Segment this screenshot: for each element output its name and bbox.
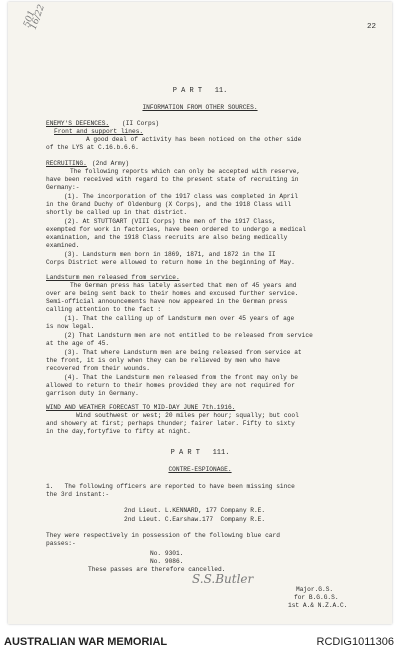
landsturm-heading: Landsturm men released from service. — [46, 274, 180, 281]
contre-line-3: They were respectively in possession of the following blue card — [46, 532, 280, 539]
enemy-defences-heading: ENEMY'S DEFENCES. — [46, 120, 110, 127]
handwritten-reference — [24, 0, 52, 31]
signature-rank: Major.G.S. — [296, 586, 334, 593]
weather-line-1: Wind southwest or west; 20 miles per hour; squally; but cool — [76, 412, 299, 419]
handwritten-signature: S.S.Butler — [192, 572, 254, 586]
landsturm-line-8: at the age of 45. — [46, 340, 110, 347]
contre-line-4: passes:- — [46, 540, 76, 547]
document-page — [8, 2, 392, 624]
pass-number-1: No. 9301. — [150, 550, 184, 557]
officer-1: 2nd Lieut. L.KENNARD, 177 Company R.E. — [124, 507, 266, 514]
archive-name: AUSTRALIAN WAR MEMORIAL — [4, 636, 168, 648]
page-number: 22 — [366, 23, 376, 31]
document-body — [8, 2, 392, 624]
weather-heading: WIND AND WEATHER FORECAST TO MID-DAY JUNE 7th.1916. — [46, 404, 236, 411]
recruit-line-9: examination, and the 1918 Class recruits are also being medically — [46, 234, 288, 241]
part-11-title: P A R T 11. — [172, 87, 228, 95]
handwritten-reference-text: 501 16/22 — [22, 3, 48, 32]
recruit-line-10: examined. — [46, 242, 80, 249]
recruit-line-6: shortly be called up in that district. — [46, 209, 188, 216]
part-111-title: P A R T 111. — [170, 449, 230, 457]
landsturm-line-5: (1). That the calling up of Landsturm men over 45 years of age — [64, 315, 295, 322]
signature-unit: 1st A.& N.Z.A.C. — [288, 602, 348, 609]
landsturm-line-3: Semi-official announcements have now appeared in the German press — [46, 298, 288, 305]
landsturm-line-6: is now legal. — [46, 323, 95, 330]
landsturm-line-13: allowed to return to their homes provided they are not required for — [46, 382, 295, 389]
recruit-line-11: (3). Landsturm men born in 1869, 1871, and 1872 in the II — [64, 251, 276, 258]
front-support-lines: Front and support lines. — [54, 128, 144, 135]
landsturm-line-1: The German press has lately asserted that men of 45 years and — [70, 282, 297, 289]
recruit-line-4: (1). The incorporation of the 1917 class was completed in April — [64, 193, 298, 200]
recruit-line-3: Germany:- — [46, 184, 80, 191]
officer-2: 2nd Lieut. C.Earshaw.177 Company R.E. — [124, 516, 266, 523]
recruit-line-7: (2). At STUTTGART (VIII Corps) the men of the 1917 Class, — [64, 218, 276, 225]
contre-line-1: 1. The following officers are reported to have been missing since — [46, 483, 295, 490]
recruit-line-12: Corps District were allowed to return home in the beginning of May. — [46, 259, 295, 266]
part-111-subtitle: CONTRE-ESPIONAGE. — [168, 466, 232, 473]
recruit-line-5: in the Grand Duchy of Oldenburg (X Corps), and the 1918 Class will — [46, 201, 292, 208]
landsturm-line-10: the front, it is only when they can be relieved by men who have — [46, 357, 280, 364]
part-11-subtitle: INFORMATION FROM OTHER SOURCES. — [142, 104, 258, 111]
landsturm-line-7: (2) That Landsturm men are not entitled to be released from service — [64, 332, 313, 339]
enemy-defences-corps: (II Corps) — [122, 120, 160, 127]
weather-line-2: and showery at first; perhaps thunder; fairer later. Fifty to sixty — [46, 420, 295, 427]
recruit-line-2: have been received with regard to the present state of recruiting in — [46, 176, 299, 183]
landsturm-line-4: calling attention to the fact : — [46, 306, 162, 313]
landsturm-line-14: garrison duty in Germany. — [46, 390, 139, 397]
enemy-line-1: A good deal of activity has been noticed on the other side — [86, 136, 302, 143]
pass-number-2: No. 9086. — [150, 558, 184, 565]
landsturm-line-11: recovered from their wounds. — [46, 365, 150, 372]
landsturm-line-12: (4). That the Landsturm men released from the front may only be — [64, 374, 298, 381]
recruit-line-8: exempted for work in factories, have been ordered to undergo a medical — [46, 226, 306, 233]
contre-line-2: the 3rd instant:- — [46, 491, 110, 498]
contre-line-5: These passes are therefore cancelled. — [88, 566, 226, 573]
landsturm-line-2: over are being sent back to their homes and excused further service. — [46, 290, 299, 297]
recruiting-army: (2nd Army) — [92, 160, 130, 167]
recruit-line-1: The following reports which can only be accepted with reserve, — [70, 168, 301, 175]
recruiting-heading: RECRUITING. — [46, 160, 87, 167]
archive-id: RCDIG1011306 — [316, 636, 394, 648]
weather-line-3: in the day,fortyfive to fifty at night. — [46, 428, 191, 435]
landsturm-line-9: (3). That where Landsturm men are being released from service at — [64, 349, 302, 356]
archive-footer — [0, 630, 400, 654]
enemy-line-2: of the LYS at C.16.b.6.6. — [46, 144, 139, 151]
signature-for: for B.G.G.S. — [294, 594, 339, 601]
